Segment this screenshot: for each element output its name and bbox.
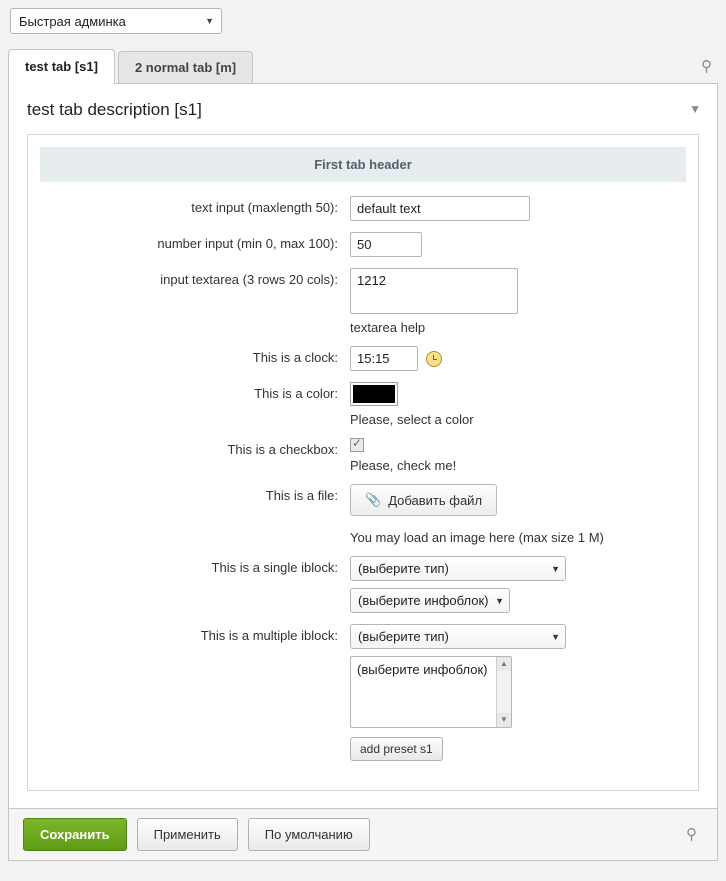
multiple-iblock-listbox[interactable] xyxy=(350,656,512,728)
chevron-down-icon: ▼ xyxy=(551,631,560,642)
chevron-down-icon: ▼ xyxy=(495,595,504,606)
row-number-input xyxy=(28,232,698,257)
form-section xyxy=(27,134,699,791)
tab-test-tab-s1[interactable] xyxy=(8,49,115,84)
text-input[interactable] xyxy=(350,196,530,221)
row-single-iblock xyxy=(28,556,698,613)
settings-panel xyxy=(8,84,718,809)
scroll-up-icon[interactable]: ▲ xyxy=(497,657,511,671)
textarea-help: textarea help xyxy=(350,320,426,335)
page-title xyxy=(9,84,717,134)
section-header: First tab header xyxy=(40,147,686,182)
add-file-button[interactable] xyxy=(350,484,497,516)
clock-icon[interactable] xyxy=(426,351,442,367)
row-text-input xyxy=(28,196,698,221)
paperclip-icon: 📎 xyxy=(365,492,382,507)
file-help: You may load an image here (max size 1 M) xyxy=(350,530,604,545)
single-iblock-type-value: (выберите тип) xyxy=(358,561,449,576)
scroll-down-icon[interactable]: ▼ xyxy=(497,713,511,727)
textarea-value: 1212 xyxy=(357,273,386,288)
clock-input[interactable] xyxy=(350,346,418,371)
settings-form xyxy=(28,182,698,790)
default-button-label: По умолчанию xyxy=(264,827,353,842)
pin-icon[interactable]: ⚲ xyxy=(701,58,712,75)
apply-button[interactable] xyxy=(137,818,238,851)
checkbox-help: Please, check me! xyxy=(350,458,457,473)
topbar xyxy=(0,0,726,40)
save-button-label: Сохранить xyxy=(40,827,110,842)
row-color xyxy=(28,382,698,427)
row-textarea xyxy=(28,268,698,335)
chevron-down-icon: ▼ xyxy=(551,563,560,574)
tab-strip xyxy=(8,48,718,84)
file-label: This is a file: xyxy=(265,488,338,503)
row-multiple-iblock xyxy=(28,624,698,761)
listbox-scrollbar[interactable] xyxy=(496,657,511,727)
multiple-iblock-type-select[interactable] xyxy=(350,624,566,649)
add-file-button-label: Добавить файл xyxy=(388,492,483,508)
tab-2-normal-tab-m[interactable] xyxy=(118,51,253,83)
color-label: This is a color: xyxy=(254,386,338,401)
row-checkbox xyxy=(28,438,698,473)
single-iblock-label: This is a single iblock: xyxy=(211,560,338,575)
clock-label: This is a clock: xyxy=(252,350,338,365)
save-button[interactable] xyxy=(23,818,127,851)
color-swatch[interactable] xyxy=(350,382,398,406)
number-input[interactable] xyxy=(350,232,422,257)
checkbox-input[interactable] xyxy=(350,438,364,452)
text-input-label: text input (maxlength 50): xyxy=(191,200,338,215)
single-iblock-type-select[interactable] xyxy=(350,556,566,581)
color-help: Please, select a color xyxy=(350,412,474,427)
textarea-label: input textarea (3 rows 20 cols): xyxy=(160,272,338,287)
add-preset-button[interactable] xyxy=(350,737,443,761)
checkbox-label: This is a checkbox: xyxy=(227,442,338,457)
tab-label: 2 normal tab [m] xyxy=(134,60,237,75)
page-title-text: test tab description [s1] xyxy=(27,100,202,119)
admin-mode-select-value: Быстрая админка xyxy=(19,13,126,29)
number-input-label: number input (min 0, max 100): xyxy=(157,236,338,251)
apply-button-label: Применить xyxy=(153,827,221,842)
chevron-down-icon: ▼ xyxy=(205,16,214,26)
form-footer xyxy=(8,809,718,861)
row-file xyxy=(28,484,698,545)
pin-icon[interactable]: ⚲ xyxy=(686,826,697,843)
admin-mode-select[interactable] xyxy=(10,8,222,34)
chevron-down-icon[interactable]: ▼ xyxy=(689,102,701,116)
textarea-input[interactable] xyxy=(350,268,518,314)
multiple-iblock-option[interactable]: (выберите инфоблок) xyxy=(357,662,488,677)
add-preset-button-label: add preset s1 xyxy=(360,742,433,756)
tab-label: test tab [s1] xyxy=(25,59,98,74)
multiple-iblock-label: This is a multiple iblock: xyxy=(200,628,338,643)
default-button[interactable] xyxy=(248,818,370,851)
single-iblock-block-value: (выберите инфоблок) xyxy=(358,593,489,608)
row-clock xyxy=(28,346,698,371)
single-iblock-block-select[interactable] xyxy=(350,588,510,613)
multiple-iblock-type-value: (выберите тип) xyxy=(358,629,449,644)
